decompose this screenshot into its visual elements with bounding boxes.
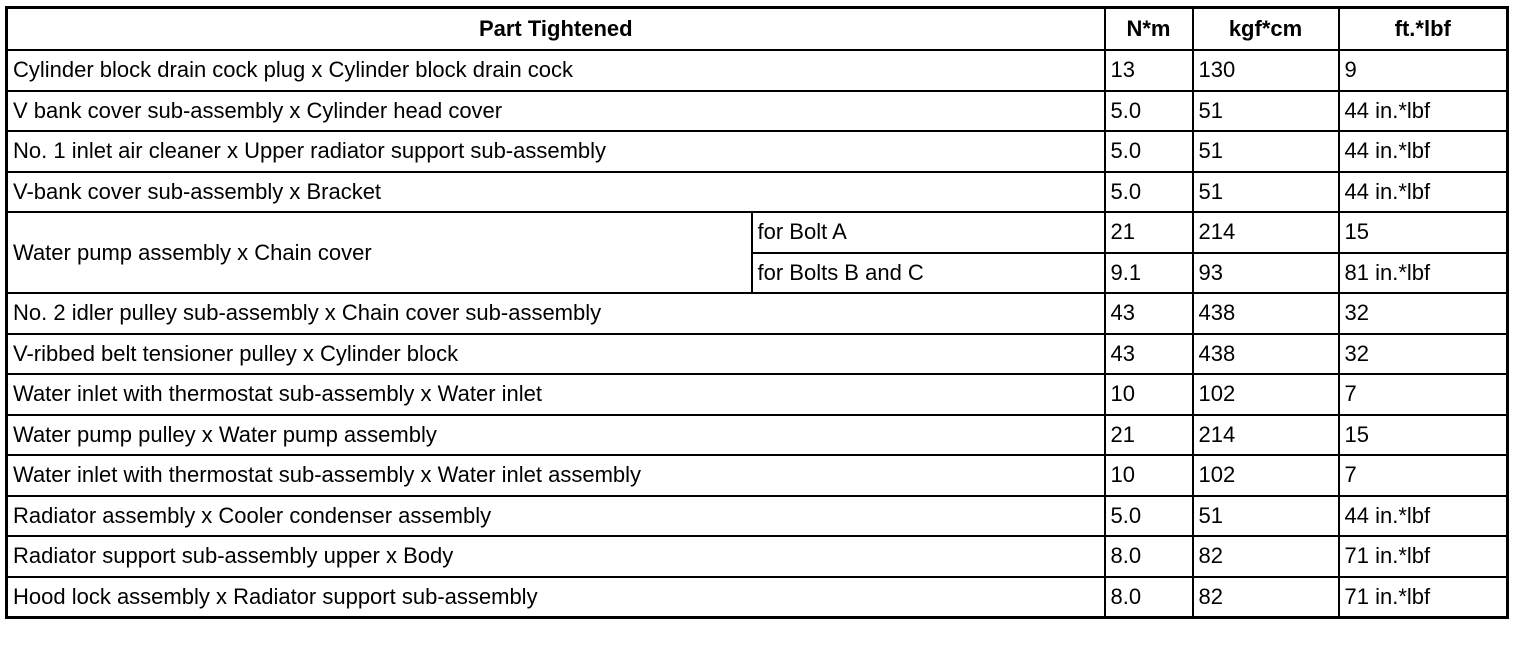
kgf-cell: 102 [1193,455,1339,496]
table-header-row [7,8,1508,51]
header-kgf-cm: kgf*cm [1193,8,1339,51]
table-row [7,334,1508,375]
ft-cell: 44 in.*lbf [1339,91,1508,132]
nm-cell: 10 [1105,455,1193,496]
kgf-cell: 214 [1193,212,1339,253]
header-ft-lbf: ft.*lbf [1339,8,1508,51]
kgf-cell: 438 [1193,334,1339,375]
ft-cell: 71 in.*lbf [1339,536,1508,577]
nm-cell: 21 [1105,415,1193,456]
kgf-cell: 51 [1193,496,1339,537]
part-cell: Water inlet with thermostat sub-assembly x Water inlet assembly [7,455,1105,496]
nm-cell: 13 [1105,50,1193,91]
table-row [7,496,1508,537]
table-row [7,131,1508,172]
torque-spec-table-frame [5,6,1509,619]
ft-cell: 9 [1339,50,1508,91]
part-cell: Water inlet with thermostat sub-assembly x Water inlet [7,374,1105,415]
table-row [7,293,1508,334]
ft-cell: 15 [1339,415,1508,456]
table-row [7,455,1508,496]
part-cell: V bank cover sub-assembly x Cylinder head cover [7,91,1105,132]
part-cell: Hood lock assembly x Radiator support sub-assembly [7,577,1105,618]
ft-cell: 7 [1339,455,1508,496]
nm-cell: 43 [1105,334,1193,375]
kgf-cell: 51 [1193,172,1339,213]
kgf-cell: 51 [1193,131,1339,172]
nm-cell: 5.0 [1105,91,1193,132]
part-cell: Cylinder block drain cock plug x Cylinder block drain cock [7,50,1105,91]
table-row [7,212,1508,253]
part-cell: Radiator assembly x Cooler condenser assembly [7,496,1105,537]
nm-cell: 5.0 [1105,172,1193,213]
nm-cell: 8.0 [1105,577,1193,618]
ft-cell: 81 in.*lbf [1339,253,1508,294]
ft-cell: 15 [1339,212,1508,253]
nm-cell: 8.0 [1105,536,1193,577]
part-cell: Water pump pulley x Water pump assembly [7,415,1105,456]
kgf-cell: 214 [1193,415,1339,456]
table-row [7,172,1508,213]
kgf-cell: 102 [1193,374,1339,415]
part-cell: V-bank cover sub-assembly x Bracket [7,172,1105,213]
ft-cell: 7 [1339,374,1508,415]
sub-condition-cell: for Bolt A [752,212,1105,253]
ft-cell: 44 in.*lbf [1339,172,1508,213]
part-cell: No. 1 inlet air cleaner x Upper radiator support sub-assembly [7,131,1105,172]
ft-cell: 71 in.*lbf [1339,577,1508,618]
table-row [7,577,1508,618]
kgf-cell: 51 [1193,91,1339,132]
table-row [7,50,1508,91]
header-newton-meter: N*m [1105,8,1193,51]
table-row [7,374,1508,415]
kgf-cell: 82 [1193,577,1339,618]
nm-cell: 10 [1105,374,1193,415]
kgf-cell: 93 [1193,253,1339,294]
ft-cell: 44 in.*lbf [1339,131,1508,172]
kgf-cell: 438 [1193,293,1339,334]
torque-spec-table [5,6,1509,619]
part-cell: Radiator support sub-assembly upper x Body [7,536,1105,577]
table-row [7,415,1508,456]
header-part-tightened: Part Tightened [7,8,1105,51]
nm-cell: 5.0 [1105,496,1193,537]
nm-cell: 5.0 [1105,131,1193,172]
nm-cell: 9.1 [1105,253,1193,294]
nm-cell: 43 [1105,293,1193,334]
part-cell: V-ribbed belt tensioner pulley x Cylinder block [7,334,1105,375]
ft-cell: 44 in.*lbf [1339,496,1508,537]
table-row [7,536,1508,577]
part-cell: No. 2 idler pulley sub-assembly x Chain cover sub-assembly [7,293,1105,334]
table-row [7,91,1508,132]
ft-cell: 32 [1339,334,1508,375]
sub-condition-cell: for Bolts B and C [752,253,1105,294]
kgf-cell: 82 [1193,536,1339,577]
kgf-cell: 130 [1193,50,1339,91]
nm-cell: 21 [1105,212,1193,253]
ft-cell: 32 [1339,293,1508,334]
part-cell: Water pump assembly x Chain cover [7,212,752,293]
